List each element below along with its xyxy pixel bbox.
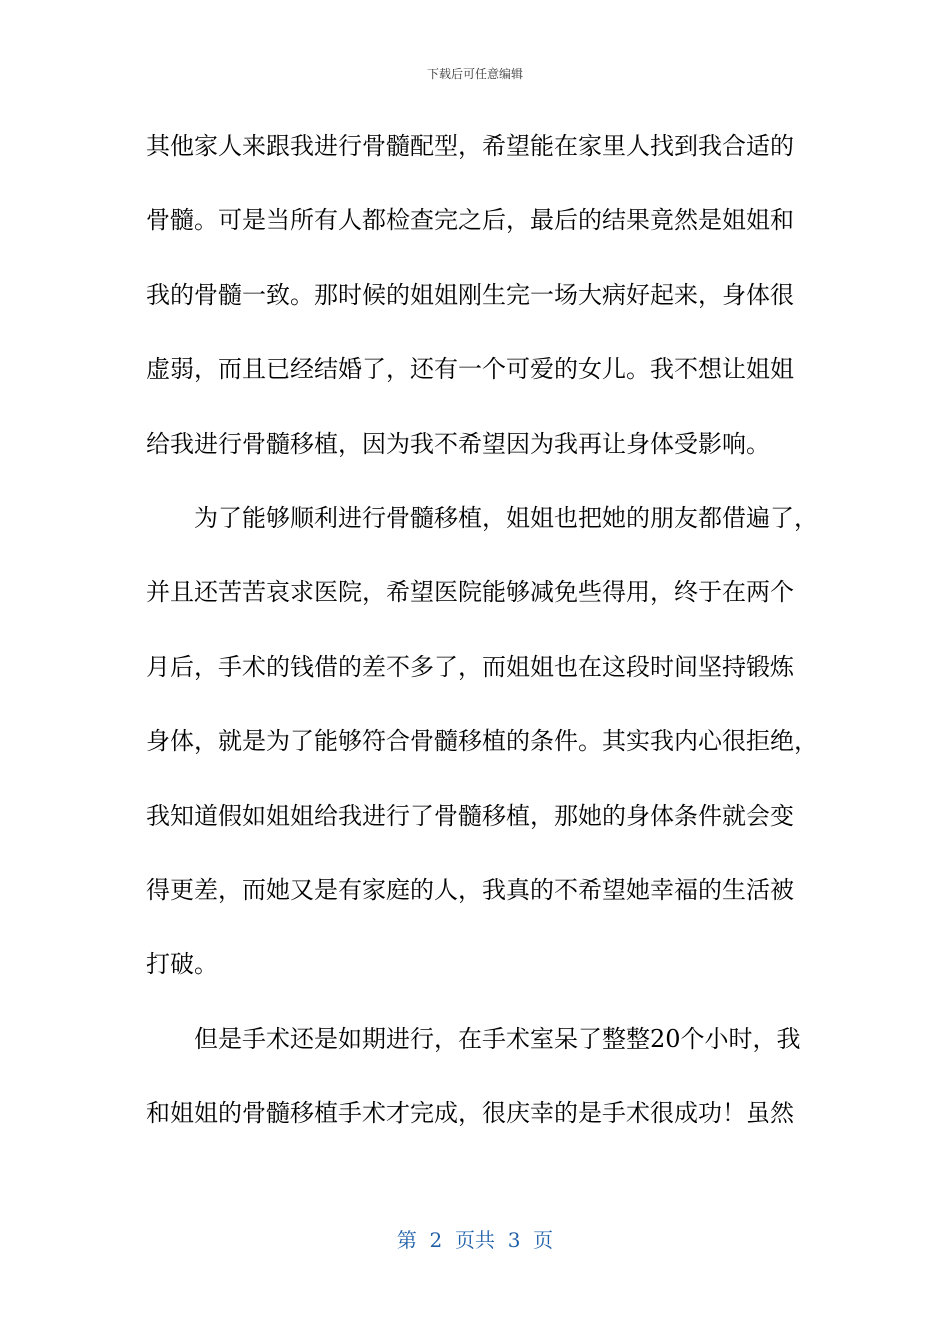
text-line-6: 为了能够顺利进行骨髓移植，姐姐也把她的朋友都借遍了，: [194, 503, 818, 532]
text-line-13: 但是手术还是如期进行，在手术室呆了整整20个小时，我: [194, 1024, 801, 1053]
text-line-7: 并且还苦苦哀求医院，希望医院能够减免些得用，终于在两个: [146, 578, 794, 607]
text-line-12: 打破。: [146, 950, 218, 979]
text-line-5: 给我进行骨髓移植，因为我不希望因为我再让身体受影响。: [146, 429, 770, 458]
text-line-10: 我知道假如姐姐给我进行了骨髓移植，那她的身体条件就会变: [146, 801, 794, 830]
document-body: [146, 124, 818, 1165]
page-header: 下载后可任意编辑: [426, 67, 523, 81]
text-line-14: 和姐姐的骨髓移植手术才完成，很庆幸的是手术很成功！虽然: [146, 1099, 794, 1128]
text-line-8: 月后，手术的钱借的差不多了，而姐姐也在这段时间坚持锻炼: [146, 652, 794, 681]
text-line-1: 其他家人来跟我进行骨髓配型，希望能在家里人找到我合适的: [146, 132, 794, 160]
text-line-9: 身体，就是为了能够符合骨髓移植的条件。其实我内心很拒绝，: [146, 727, 818, 756]
text-line-11: 得更差，而她又是有家庭的人，我真的不希望她幸福的生活被: [146, 875, 794, 904]
text-line-3: 我的骨髓一致。那时候的姐姐刚生完一场大病好起来，身体很: [146, 280, 794, 309]
text-line-4: 虚弱，而且已经结婚了，还有一个可爱的女儿。我不想让姐姐: [146, 355, 794, 384]
text-line-2: 骨髓。可是当所有人都检查完之后，最后的结果竟然是姐姐和: [146, 206, 794, 235]
page-number-footer: 第 2 页共 3 页: [396, 1228, 554, 1252]
